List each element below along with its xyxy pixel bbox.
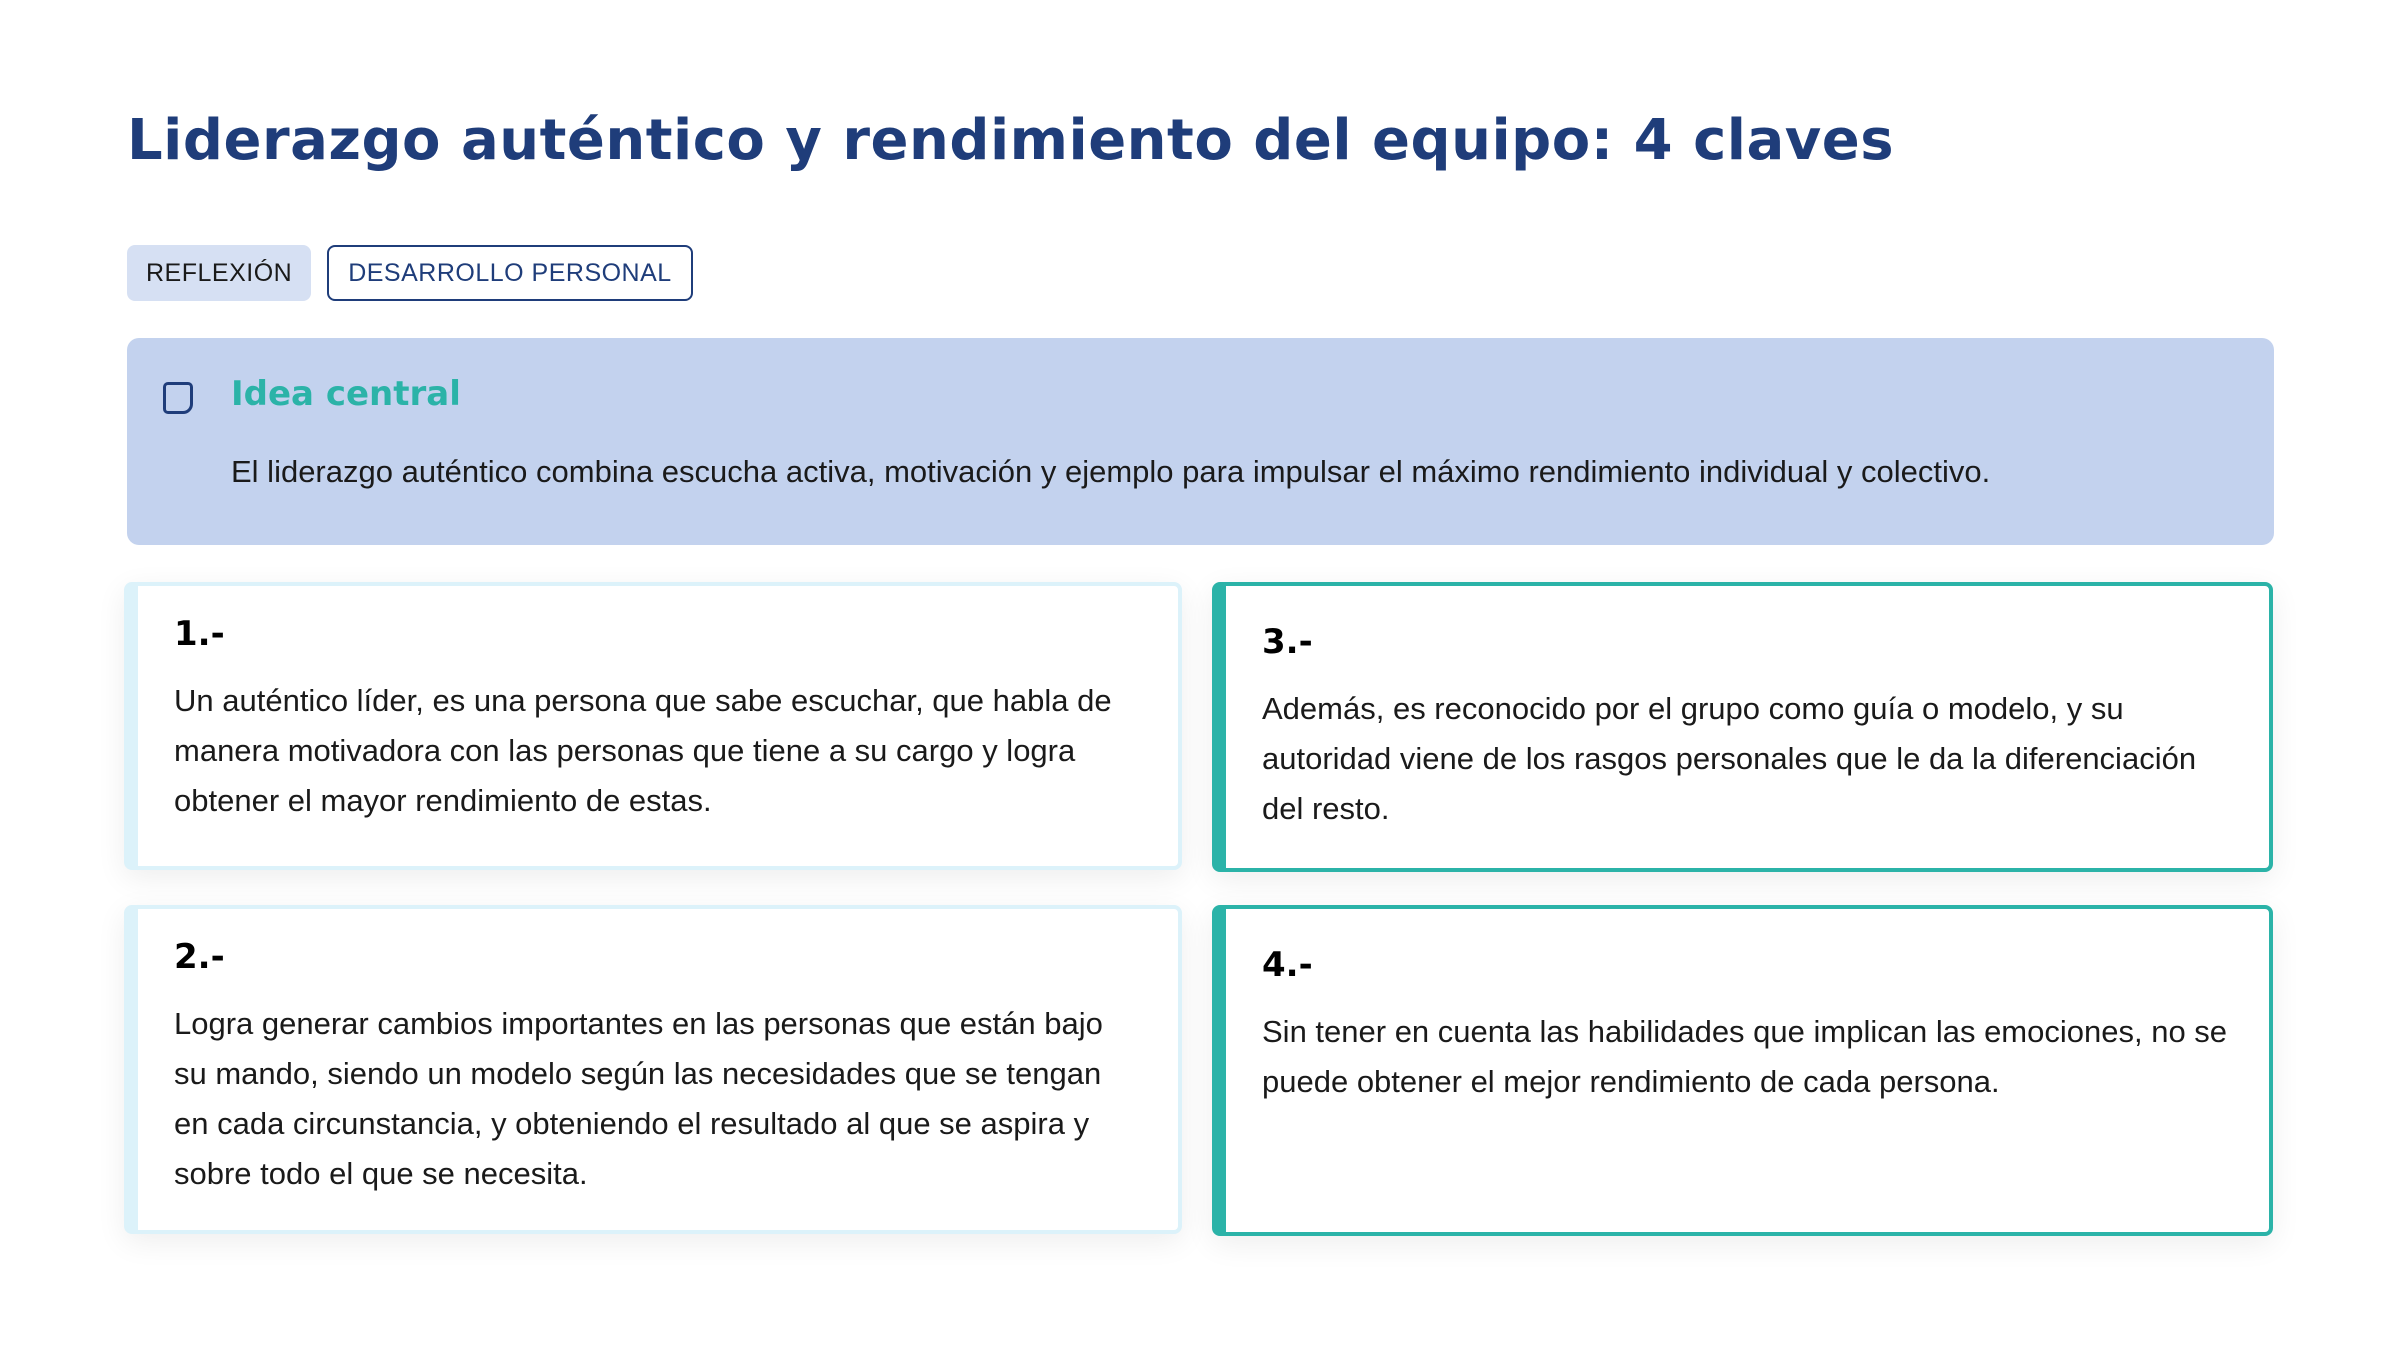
callout-text: El liderazgo auténtico combina escucha activa, motivación y ejemplo para impulsar el máximo rendimiento individual y colectivo. [231,454,1991,489]
callout-title: Idea central [231,374,461,414]
card-text: Logra generar cambios importantes en las personas que están bajo su mando, siendo un modelo según las necesidades que se tengan en cada circunstancia, y obteniendo el resultado al que se aspira y sobre todo el que se necesita. [174,1006,1103,1191]
key-card-3 [1212,582,2273,872]
note-icon [163,382,193,414]
key-card-2 [124,905,1182,1234]
tag-list [127,245,693,301]
tag-reflexion[interactable]: REFLEXIÓN [127,245,311,301]
card-text: Un auténtico líder, es una persona que sabe escuchar, que habla de manera motivadora con las personas que tiene a su cargo y logra obtener el mayor rendimiento de estas. [174,683,1112,818]
card-text: Sin tener en cuenta las habilidades que implican las emociones, no se puede obtener el mejor rendimiento de cada persona. [1262,1014,2228,1099]
page-title: Liderazgo auténtico y rendimiento del equipo: 4 claves [127,108,1895,173]
tag-desarrollo-personal[interactable]: DESARROLLO PERSONAL [327,245,693,301]
key-card-1 [124,582,1182,870]
central-idea-callout [127,338,2274,545]
card-number: 2.- [174,937,225,977]
card-number: 3.- [1262,622,1313,662]
key-card-4 [1212,905,2273,1236]
card-number: 1.- [174,614,225,654]
card-number: 4.- [1262,945,1313,985]
card-text: Además, es reconocido por el grupo como guía o modelo, y su autoridad viene de los rasgos personales que le da la diferenciación del resto. [1262,691,2197,826]
